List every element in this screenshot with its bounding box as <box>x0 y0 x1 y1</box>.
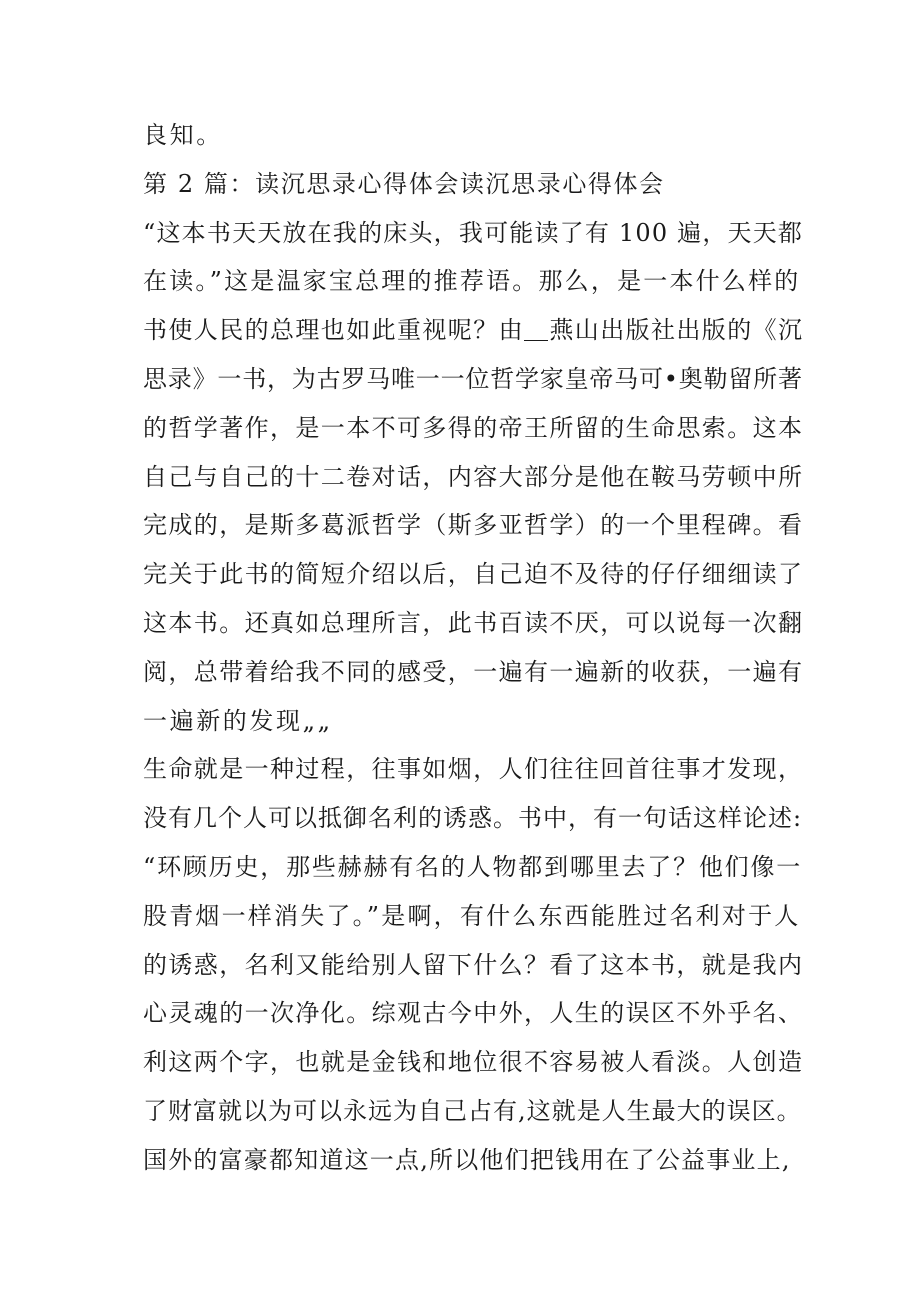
text-line: 没有几个人可以抵御名利的诱惑。书中，有一句话这样论述: <box>143 804 803 833</box>
text-line: 一遍新的发现„„ <box>143 706 333 735</box>
text-line: 了财富就以为可以永远为自己占有,这就是人生最大的误区。 <box>143 1096 802 1125</box>
document-body <box>143 111 804 1185</box>
text-line: 国外的富豪都知道这一点,所以他们把钱用在了公益事业上, <box>143 1145 791 1174</box>
text-line: 心灵魂的一次净化。综观古今中外，人生的误区不外乎名、 <box>143 999 804 1028</box>
text-line: 阅，总带着给我不同的感受，一遍有一遍新的收获，一遍有 <box>143 657 804 686</box>
text-line: 的诱惑，名利又能给别人留下什么？看了这本书，就是我内 <box>143 950 804 979</box>
text-line: 在读。”这是温家宝总理的推荐语。那么，是一本什么样的 <box>143 267 801 296</box>
text-line: 这本书。还真如总理所言，此书百读不厌，可以说每一次翻 <box>143 608 804 637</box>
text-line: 完成的，是斯多葛派哲学（斯多亚哲学）的一个里程碑。看 <box>143 511 804 540</box>
text-line: 良知。 <box>143 121 223 149</box>
text-line: 书使人民的总理也如此重视呢？由＿燕山出版社出版的《沉 <box>143 316 804 345</box>
text-line: 自己与自己的十二卷对话，内容大部分是他在鞍马劳顿中所 <box>143 462 804 491</box>
text-line: 股青烟一样消失了。”是啊，有什么东西能胜过名利对于人 <box>143 901 801 930</box>
text-line: “环顾历史，那些赫赫有名的人物都到哪里去了？他们像一 <box>143 852 803 881</box>
section-heading: 第 2 篇：读沉思录心得体会读沉思录心得体会 <box>143 169 665 198</box>
text-line: 完关于此书的简短介绍以后，自己迫不及待的仔仔细细读了 <box>143 560 804 589</box>
text-line: 思录》一书，为古罗马唯一一位哲学家皇帝马可•奥勒留所著 <box>143 364 803 393</box>
text-line: “这本书天天放在我的床头，我可能读了有 100 遍，天天都 <box>143 218 804 247</box>
text-line: 利这两个字，也就是金钱和地位很不容易被人看淡。人创造 <box>143 1048 804 1077</box>
text-line: 的哲学著作，是一本不可多得的帝王所留的生命思索。这本 <box>143 413 804 442</box>
text-line: 生命就是一种过程，往事如烟，人们往往回首往事才发现， <box>143 755 804 784</box>
